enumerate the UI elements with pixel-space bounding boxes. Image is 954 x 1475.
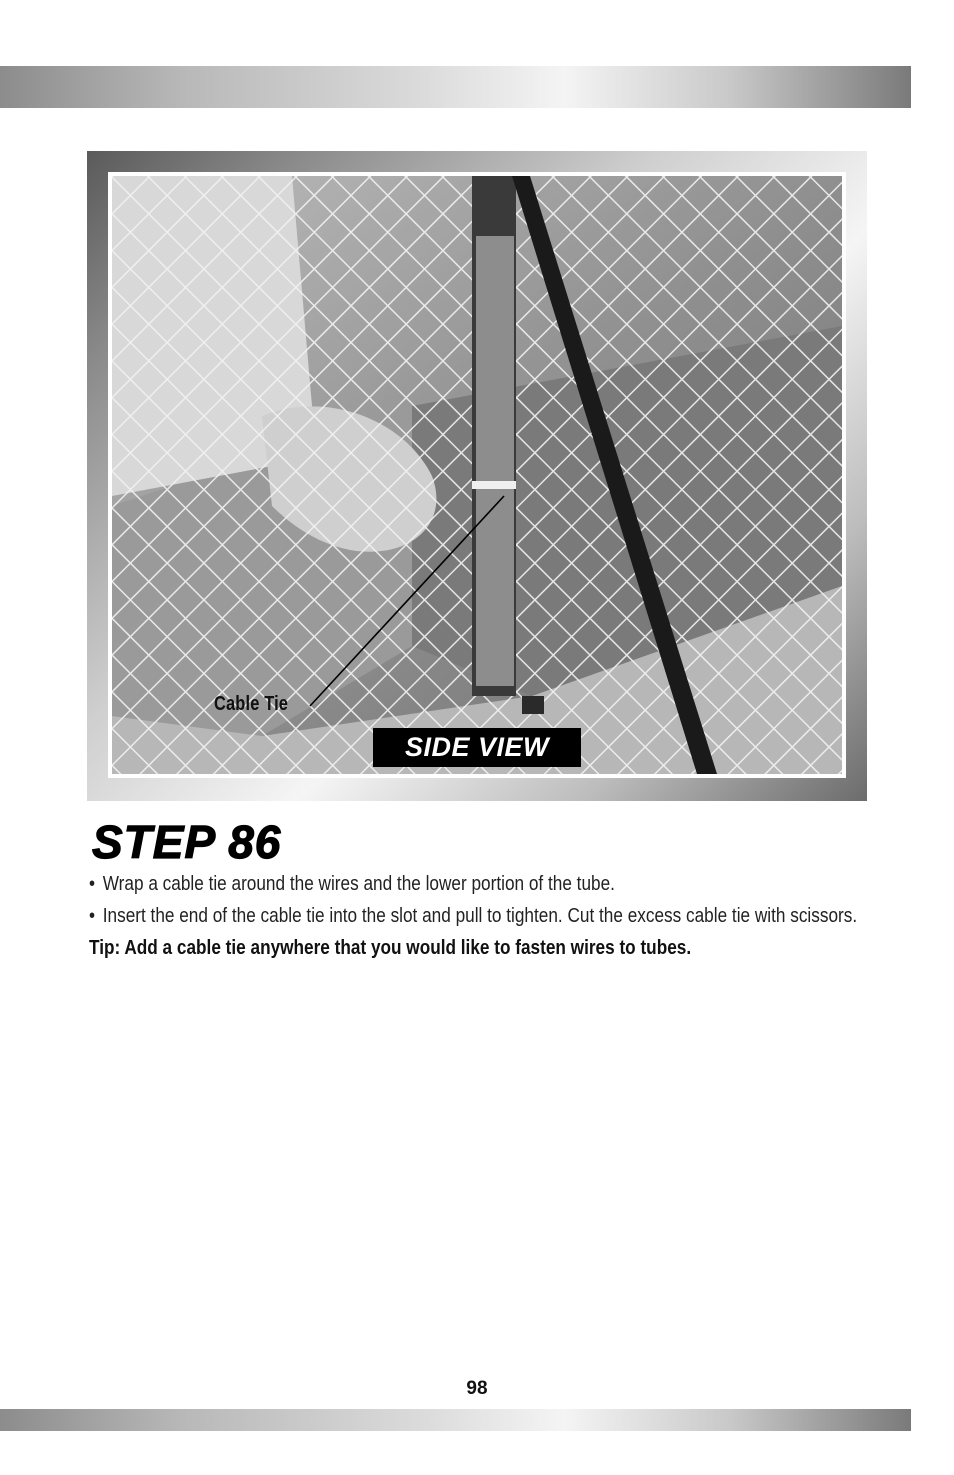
bullet-item: • Insert the end of the cable tie into the slot and pull to tighten. Cut the excess cable tie with scissors. <box>89 903 868 929</box>
side-view-label: SIDE VIEW <box>373 728 581 767</box>
header-decor-bar <box>0 66 911 108</box>
instructions <box>89 871 879 961</box>
tip-text: Tip: Add a cable tie anywhere that you would like to fasten wires to tubes. <box>89 937 692 959</box>
assembly-photo <box>108 172 846 778</box>
bullet-item: • Wrap a cable tie around the wires and the lower portion of the tube. <box>89 871 868 897</box>
bullet-list <box>89 871 879 929</box>
cable-tie-label: Cable Tie <box>214 693 289 715</box>
photo-illustration <box>112 176 842 774</box>
page-number: 98 <box>466 1378 488 1399</box>
footer-decor-bar <box>0 1409 911 1431</box>
step-title: STEP 86 <box>92 816 282 868</box>
